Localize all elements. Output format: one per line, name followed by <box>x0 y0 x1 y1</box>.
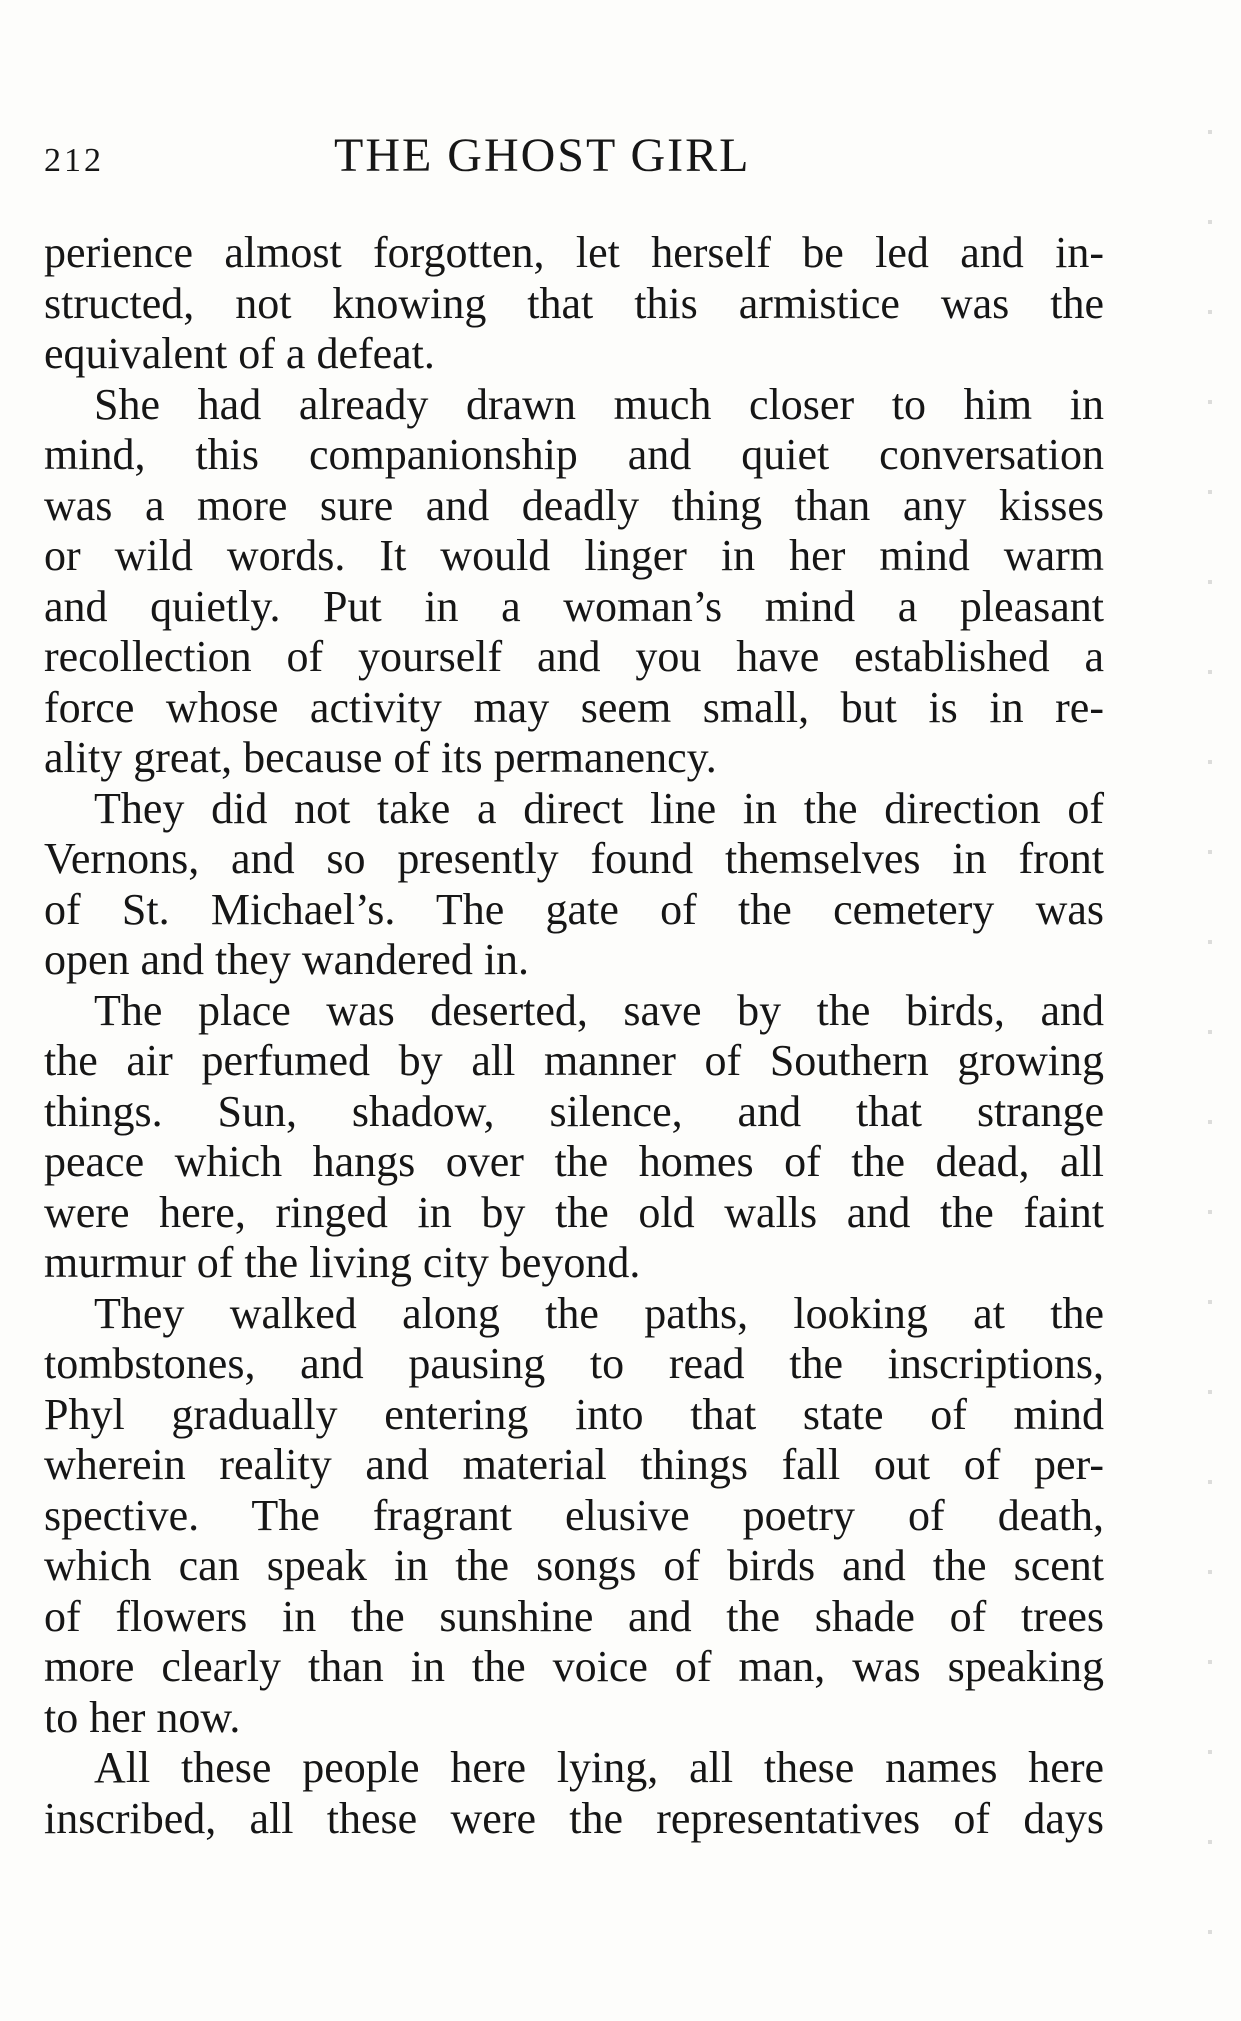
text-line: and quietly. Put in a woman’s mind a pleasant <box>44 581 1104 631</box>
text-line: equivalent of a defeat. <box>44 329 435 378</box>
text-line: open and they wandered in. <box>44 935 530 984</box>
running-head <box>44 128 1104 188</box>
text-line: mind, this companionship and quiet conversation <box>44 430 1104 479</box>
text-line: to her now. <box>44 1692 241 1742</box>
text-line: of St. Michael’s. The gate of the cemetery was <box>44 884 1104 934</box>
text-line: inscribed, all these were the representatives of days <box>44 1793 1104 1843</box>
text-line: was a more sure and deadly thing than any kisses <box>44 480 1104 530</box>
text-line: All these people here lying, all these names here <box>94 1743 1104 1792</box>
page-number: 212 <box>44 142 104 179</box>
text-line: the air perfumed by all manner of Southern growing <box>44 1036 1104 1085</box>
text-line: more clearly than in the voice of man, was speaking <box>44 1642 1104 1691</box>
text-line: spective. The fragrant elusive poetry of death, <box>44 1490 1104 1540</box>
body-text <box>44 228 1104 1844</box>
text-line: She had already drawn much closer to him in <box>94 379 1104 429</box>
text-line: Vernons, and so presently found themselves in front <box>44 834 1104 883</box>
text-line: They walked along the paths, looking at the <box>94 1288 1104 1338</box>
text-line: which can speak in the songs of birds and the scent <box>44 1541 1104 1590</box>
text-line: tombstones, and pausing to read the inscriptions, <box>44 1339 1104 1388</box>
text-line: structed, not knowing that this armistice was the <box>44 278 1104 328</box>
text-line: of flowers in the sunshine and the shade of trees <box>44 1591 1104 1641</box>
text-line: or wild words. It would linger in her mind warm <box>44 531 1104 580</box>
text-line: recollection of yourself and you have established a <box>44 632 1104 681</box>
text-line: murmur of the living city beyond. <box>44 1238 641 1287</box>
text-line: things. Sun, shadow, silence, and that strange <box>44 1086 1104 1136</box>
text-line: force whose activity may seem small, but is in re- <box>44 682 1104 732</box>
scan-margin-specks <box>1208 90 1212 1990</box>
text-line: Phyl gradually entering into that state of mind <box>44 1389 1104 1439</box>
text-line: wherein reality and material things fall out of per- <box>44 1440 1104 1489</box>
text-line: peace which hangs over the homes of the dead, all <box>44 1137 1104 1186</box>
text-line: The place was deserted, save by the birds, and <box>94 985 1104 1035</box>
running-title: THE GHOST GIRL <box>334 129 751 182</box>
text-line: were here, ringed in by the old walls and the faint <box>44 1187 1104 1237</box>
text-line: ality great, because of its permanency. <box>44 733 717 782</box>
text-line: perience almost forgotten, let herself be led and in- <box>44 228 1104 277</box>
text-line: They did not take a direct line in the direction of <box>94 783 1104 833</box>
